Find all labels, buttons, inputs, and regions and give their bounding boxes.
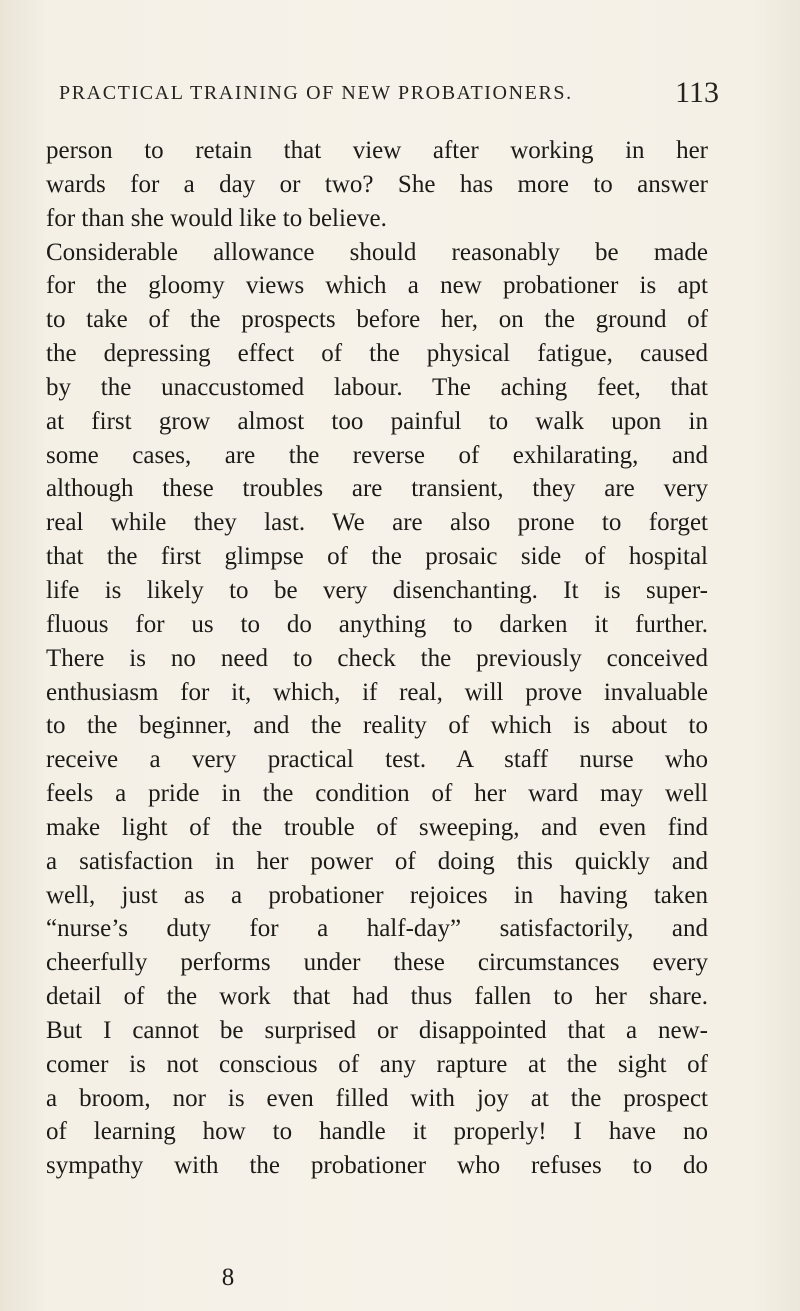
page-number: 113 <box>675 76 719 109</box>
text-line: for than she would like to believe. <box>46 204 387 232</box>
text-line: for the gloomy views which a new probationer is apt <box>46 272 708 300</box>
text-line: the depressing effect of the physical fatigue, caused <box>46 340 708 368</box>
text-line: comer is not conscious of any rapture at the sight of <box>46 1050 708 1078</box>
text-line: life is likely to be very disenchanting. It is super- <box>46 576 708 604</box>
text-line: at first grow almost too painful to walk upon in <box>46 407 708 435</box>
text-line: of learning how to handle it properly! I have no <box>46 1118 708 1146</box>
text-line: to the beginner, and the reality of which is about to <box>46 712 708 740</box>
text-line: real while they last. We are also prone to forget <box>46 509 708 537</box>
text-line: Considerable allowance should reasonably be made <box>46 238 708 266</box>
text-line: that the first glimpse of the prosaic side of hospital <box>46 543 708 571</box>
text-line: feels a pride in the condition of her ward may well <box>46 780 708 808</box>
text-line: wards for a day or two? She has more to answer <box>46 170 708 198</box>
text-line: some cases, are the reverse of exhilarating, and <box>46 441 708 469</box>
text-line: There is no need to check the previously conceived <box>46 644 708 672</box>
text-line: well, just as a probationer rejoices in having taken <box>46 881 708 909</box>
running-title: PRACTICAL TRAINING OF NEW PROBATIONERS. <box>59 82 573 104</box>
text-line: enthusiasm for it, which, if real, will prove invaluable <box>46 678 708 706</box>
signature-mark: 8 <box>221 1264 235 1291</box>
text-line: receive a very practical test. A staff nurse who <box>46 746 708 774</box>
text-line: fluous for us to do anything to darken it further. <box>46 610 708 638</box>
text-line: make light of the trouble of sweeping, and even find <box>46 813 708 841</box>
body-text <box>46 134 708 1183</box>
text-line: person to retain that view after working in her <box>46 137 708 164</box>
text-line: But I cannot be surprised or disappointed that a new- <box>46 1016 708 1044</box>
running-head <box>59 76 719 110</box>
text-line: by the unaccustomed labour. The aching feet, that <box>46 373 708 401</box>
text-line: to take of the prospects before her, on the ground of <box>46 306 708 334</box>
text-line: “nurse’s duty for a half-day” satisfactorily, and <box>46 915 708 943</box>
text-line: a satisfaction in her power of doing this quickly and <box>46 847 708 875</box>
text-line: cheerfully performs under these circumstances every <box>46 949 708 977</box>
text-line: sympathy with the probationer who refuses to do <box>46 1152 708 1180</box>
text-line: detail of the work that had thus fallen to her share. <box>46 983 708 1011</box>
text-line: although these troubles are transient, they are very <box>46 475 708 503</box>
text-line: a broom, nor is even filled with joy at the prospect <box>46 1084 708 1112</box>
